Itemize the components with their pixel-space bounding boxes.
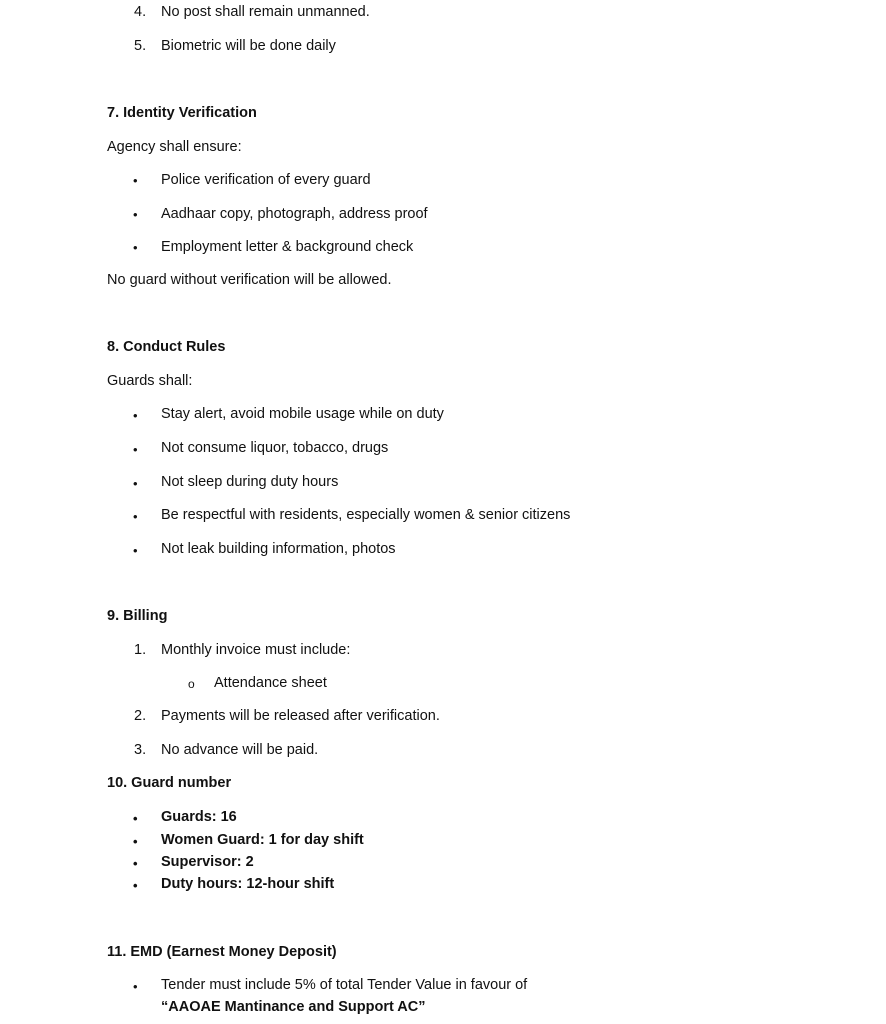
list-item-text: Biometric will be done daily [161,38,336,54]
section-heading: 9. Billing [107,608,168,624]
section-heading: 7. Identity Verification [107,105,257,121]
list-item-text: No post shall remain unmanned. [161,4,370,20]
list-item-text: Not leak building information, photos [161,541,396,557]
bullet-icon: • [133,856,138,871]
list-item-text: Tender must include 5% of total Tender Value in favour of [161,977,528,993]
list-item-text: Police verification of every guard [161,172,371,188]
section-intro: Guards shall: [107,373,193,389]
bullet-icon: • [133,476,138,491]
list-item-text: Stay alert, avoid mobile usage while on duty [161,406,444,422]
bullet-icon: • [133,442,138,457]
list-number: 5. [134,38,147,54]
bullet-icon: • [133,173,138,188]
list-item-text: Not consume liquor, tobacco, drugs [161,440,389,456]
list-item-text: Supervisor: 2 [161,854,254,870]
list-item-text: Employment letter & background check [161,239,414,255]
circle-bullet-icon: o [188,677,195,691]
list-item-text: Guards: 16 [161,809,237,825]
bullet-icon: • [133,240,138,255]
bullet-icon: • [133,834,138,849]
bullet-icon: • [133,509,138,524]
list-number: 2. [134,708,147,724]
list-number: 4. [134,4,147,20]
section-footer: No guard without verification will be allowed. [107,272,392,288]
bullet-icon: • [133,543,138,558]
list-item-text: Monthly invoice must include: [161,642,351,658]
list-number: 1. [134,642,147,658]
list-item-text: Not sleep during duty hours [161,474,339,490]
list-number: 3. [134,742,147,758]
list-item-text: Aadhaar copy, photograph, address proof [161,206,428,222]
bullet-icon: • [133,811,138,826]
section-heading: 8. Conduct Rules [107,339,226,355]
list-item-text: No advance will be paid. [161,742,319,758]
list-item-text: Duty hours: 12-hour shift [161,876,335,892]
list-item-text: Be respectful with residents, especially women & senior citizens [161,507,571,523]
bullet-icon: • [133,207,138,222]
bullet-icon: • [133,878,138,893]
list-item-text: Women Guard: 1 for day shift [161,832,364,848]
section-heading: 11. EMD (Earnest Money Deposit) [107,944,337,960]
section-heading: 10. Guard number [107,775,232,791]
sub-item-text: Attendance sheet [214,675,327,691]
list-item-text: Payments will be released after verification. [161,708,440,724]
bullet-icon: • [133,979,138,994]
bullet-icon: • [133,408,138,423]
section-intro: Agency shall ensure: [107,139,242,155]
list-item-text-continued: “AAOAE Mantinance and Support AC” [161,999,426,1015]
